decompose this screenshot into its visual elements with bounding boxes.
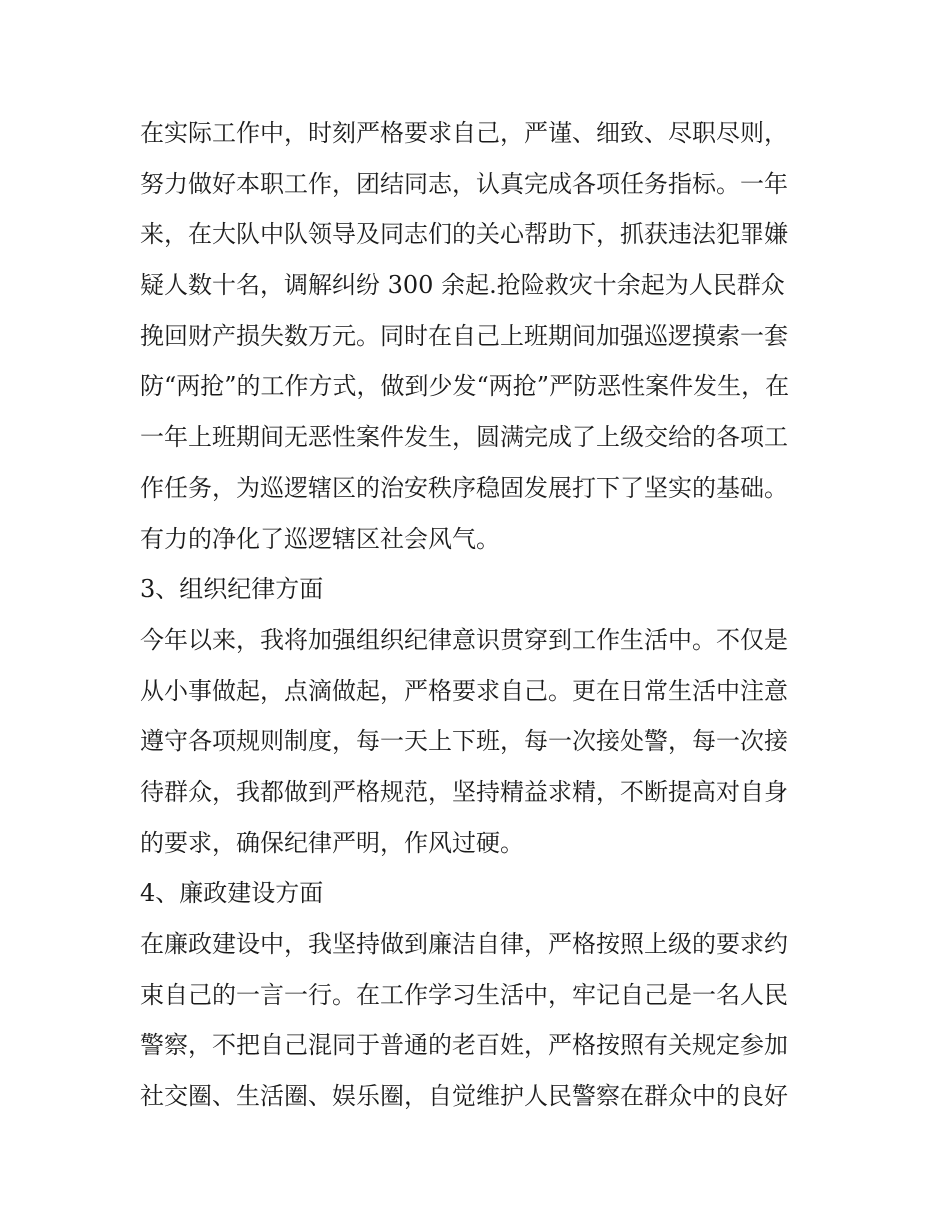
text-line-17: 在廉政建设中，我坚持做到廉洁自律，严格按照上级的要求约 [140, 930, 788, 958]
text-line-3: 来，在大队中队领导及同志们的关心帮助下，抓获违法犯罪嫌 [140, 220, 788, 249]
text-line-18: 束自己的一言一行。在工作学习生活中，牢记自己是一名人民 [140, 980, 788, 1009]
text-line-15: 的要求，确保纪律严明，作风过硬。 [140, 828, 524, 857]
text-line-19: 警察，不把自己混同于普通的老百姓，严格按照有关规定参加 [140, 1031, 788, 1060]
text-line-20: 社交圈、生活圈、娱乐圈，自觉维护人民警察在群众中的良好 [140, 1082, 788, 1111]
document-body [140, 108, 820, 1122]
section-heading-4: 4、廉政建设方面 [140, 879, 324, 908]
text-line-12: 从小事做起，点滴做起，严格要求自己。更在日常生活中注意 [140, 676, 788, 705]
text-line-5: 挽回财产损失数万元。同时在自己上班期间加强巡逻摸索一套 [140, 321, 788, 350]
section-heading-3: 3、组织纪律方面 [140, 575, 324, 604]
text-line-4: 疑人数十名，调解纠纷 300 余起.抢险救灾十余起为人民群众 [140, 271, 785, 300]
text-line-8: 作任务，为巡逻辖区的治安秩序稳固发展打下了坚实的基础。 [140, 473, 788, 502]
text-line-1: 在实际工作中，时刻严格要求自己，严谨、细致、尽职尽则， [140, 119, 788, 147]
text-line-14: 待群众，我都做到严格规范，坚持精益求精，不断提高对自身 [140, 777, 788, 806]
text-line-13: 遵守各项规则制度，每一天上下班，每一次接处警，每一次接 [140, 727, 788, 756]
text-line-9: 有力的净化了巡逻辖区社会风气。 [140, 524, 500, 553]
text-line-6: 防“两抢”的工作方式，做到少发“两抢”严防恶性案件发生，在 [140, 372, 790, 401]
text-line-11: 今年以来，我将加强组织纪律意识贯穿到工作生活中。不仅是 [140, 625, 788, 654]
text-line-7: 一年上班期间无恶性案件发生，圆满完成了上级交给的各项工 [140, 423, 788, 452]
text-line-2: 努力做好本职工作，团结同志，认真完成各项任务指标。一年 [140, 169, 788, 198]
